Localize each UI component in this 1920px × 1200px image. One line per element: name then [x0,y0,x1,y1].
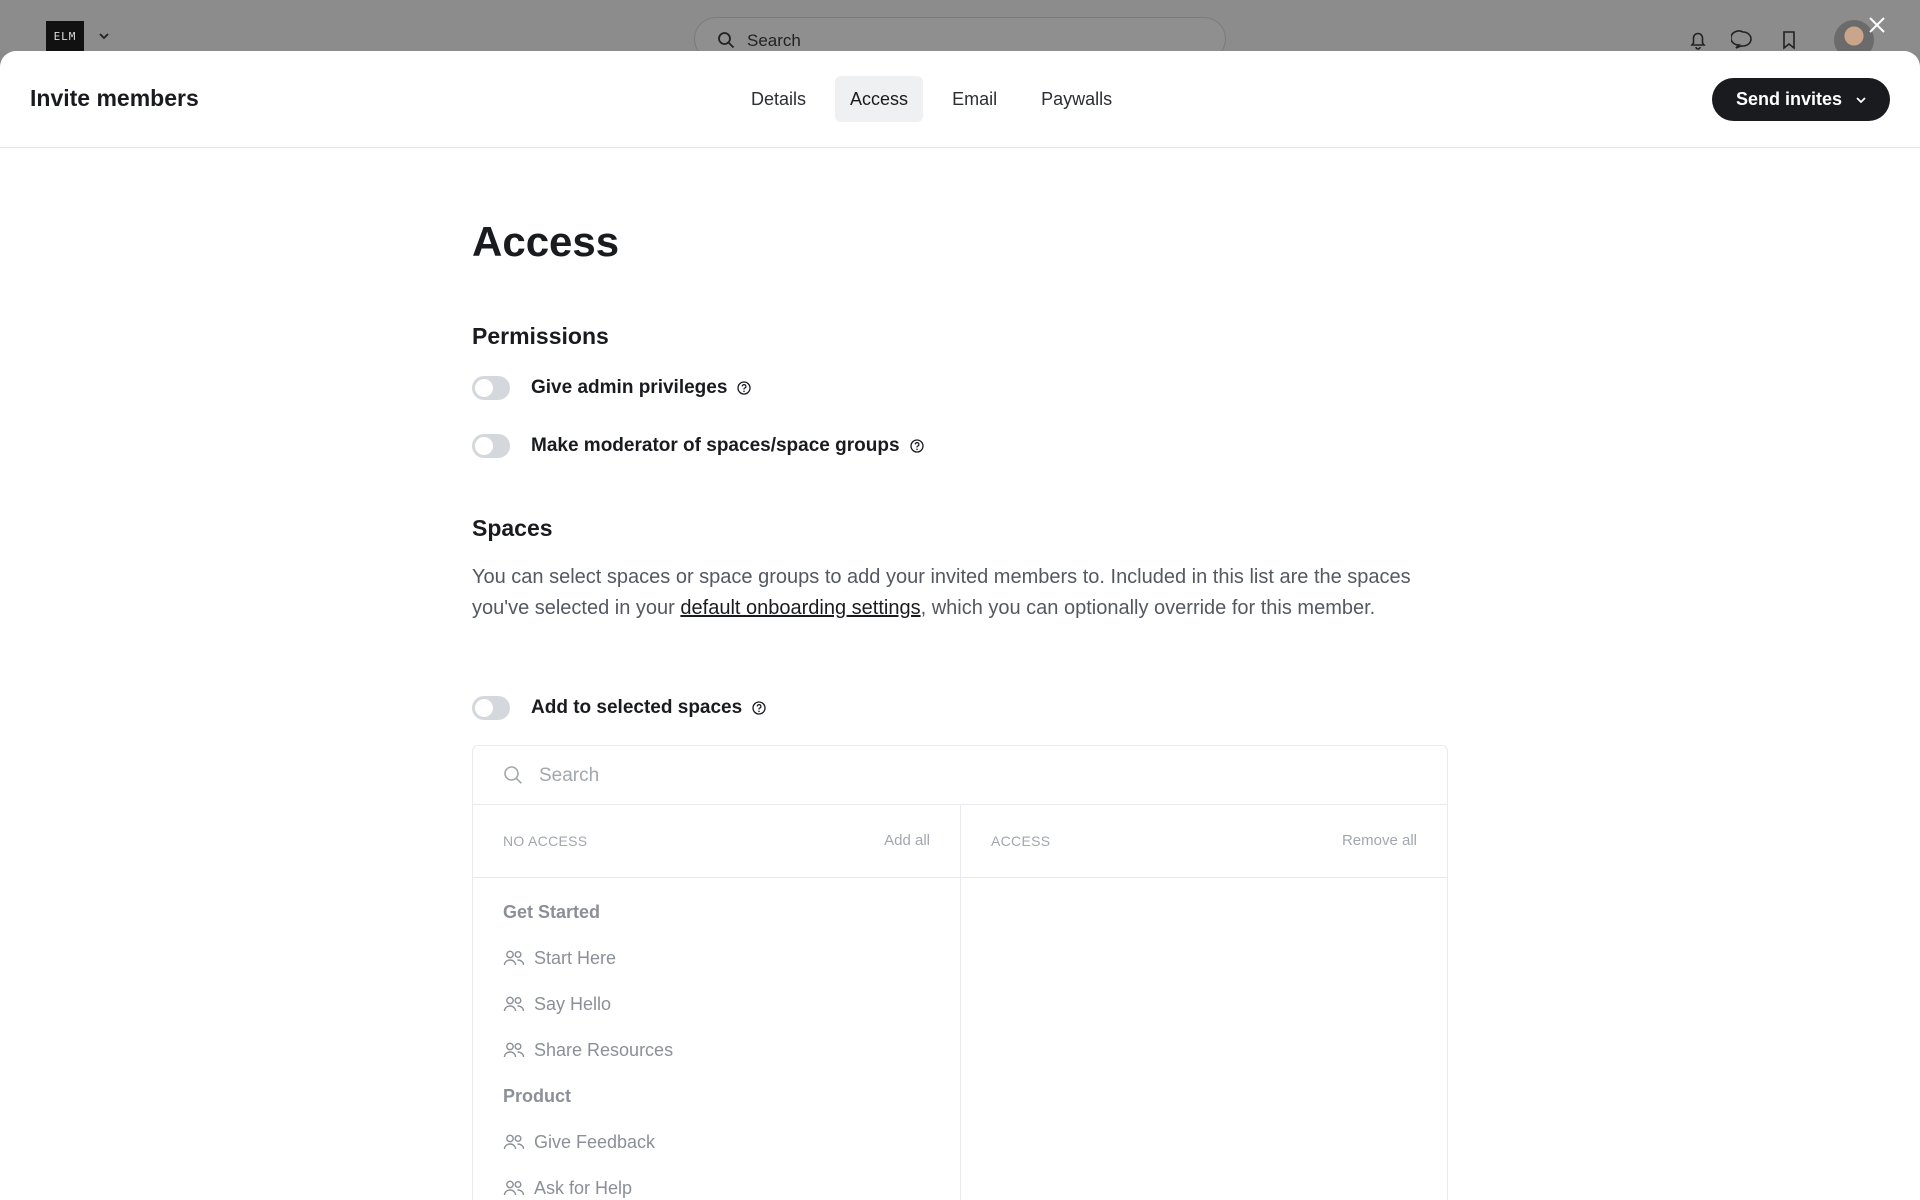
chevron-down-icon [1854,93,1868,107]
people-icon [503,995,525,1013]
search-icon [503,765,523,785]
people-icon [503,1133,525,1151]
community-logo: ELM [46,21,84,53]
no-access-header [473,805,960,878]
send-invites-button[interactable] [1712,78,1890,121]
invite-members-modal [0,51,1920,1200]
space-group-product[interactable]: Product [503,1086,572,1106]
admin-privileges-toggle[interactable] [472,376,510,400]
space-picker [472,745,1448,1200]
remove-all-button[interactable]: Remove all [1341,832,1417,849]
tab-email[interactable]: Email [952,89,998,109]
no-access-label: NO ACCESS [503,833,588,849]
spaces-heading: Spaces [472,515,553,541]
people-icon [503,1041,525,1059]
close-icon[interactable] [1864,12,1890,38]
space-item-label: Share Resources [534,1039,674,1060]
no-access-list [503,897,673,1200]
modal-title: Invite members [30,85,199,111]
spaces-description-text: You can select spaces or space groups to add your invited members to. Included in this list are the spaces you've selected in your [472,566,1411,619]
add-to-spaces-label: Add to selected spaces [531,697,743,718]
people-icon [503,949,525,967]
space-item-label: Start Here [534,947,617,968]
modal-header [0,51,1920,148]
add-all-button[interactable]: Add all [884,832,930,849]
permissions-heading: Permissions [472,323,609,349]
space-item-say-hello[interactable] [503,989,673,1035]
help-icon[interactable] [910,439,924,453]
tab-access[interactable]: Access [835,76,923,122]
access-column [960,805,1447,1200]
space-search-input[interactable] [539,760,1419,792]
space-item-label: Say Hello [534,993,612,1014]
space-item-ask-for-help[interactable] [503,1173,673,1200]
space-item-give-feedback[interactable] [503,1127,673,1173]
send-invites-label: Send invites [1736,89,1843,109]
tab-paywalls[interactable]: Paywalls [1041,89,1113,109]
space-group-get-started[interactable]: Get Started [503,902,601,922]
no-access-column [473,805,960,1200]
tab-details[interactable]: Details [751,89,807,109]
moderator-label: Make moderator of spaces/space groups [531,435,900,456]
background-search-placeholder: Search [747,31,801,50]
space-search [473,746,1447,805]
page-title: Access [472,218,620,265]
moderator-toggle[interactable] [472,434,510,458]
search-icon [717,31,735,49]
help-icon[interactable] [737,381,751,395]
admin-privileges-label: Give admin privileges [531,377,728,398]
background-app-bar [0,0,1920,51]
access-label: ACCESS [991,833,1051,849]
add-to-spaces-toggle[interactable] [472,696,510,720]
chat-icon [1731,28,1755,52]
space-item-share-resources[interactable] [503,1035,673,1081]
help-icon[interactable] [752,701,766,715]
default-onboarding-settings-link[interactable]: default onboarding settings [680,596,921,619]
space-item-label: Ask for Help [534,1177,633,1198]
spaces-description-text-end: , which you can optionally override for this member. [920,596,1376,619]
space-item-label: Give Feedback [534,1131,656,1152]
space-item-start-here[interactable] [503,943,673,989]
bell-icon [1686,28,1710,52]
add-to-spaces-row [472,696,766,720]
access-header [961,805,1447,878]
chevron-down-icon [96,28,112,44]
admin-privileges-row [472,376,751,400]
moderator-row [472,434,924,458]
tab-bar [736,76,1127,122]
spaces-description [472,562,1448,623]
people-icon [503,1179,525,1197]
bookmark-icon [1777,28,1801,52]
